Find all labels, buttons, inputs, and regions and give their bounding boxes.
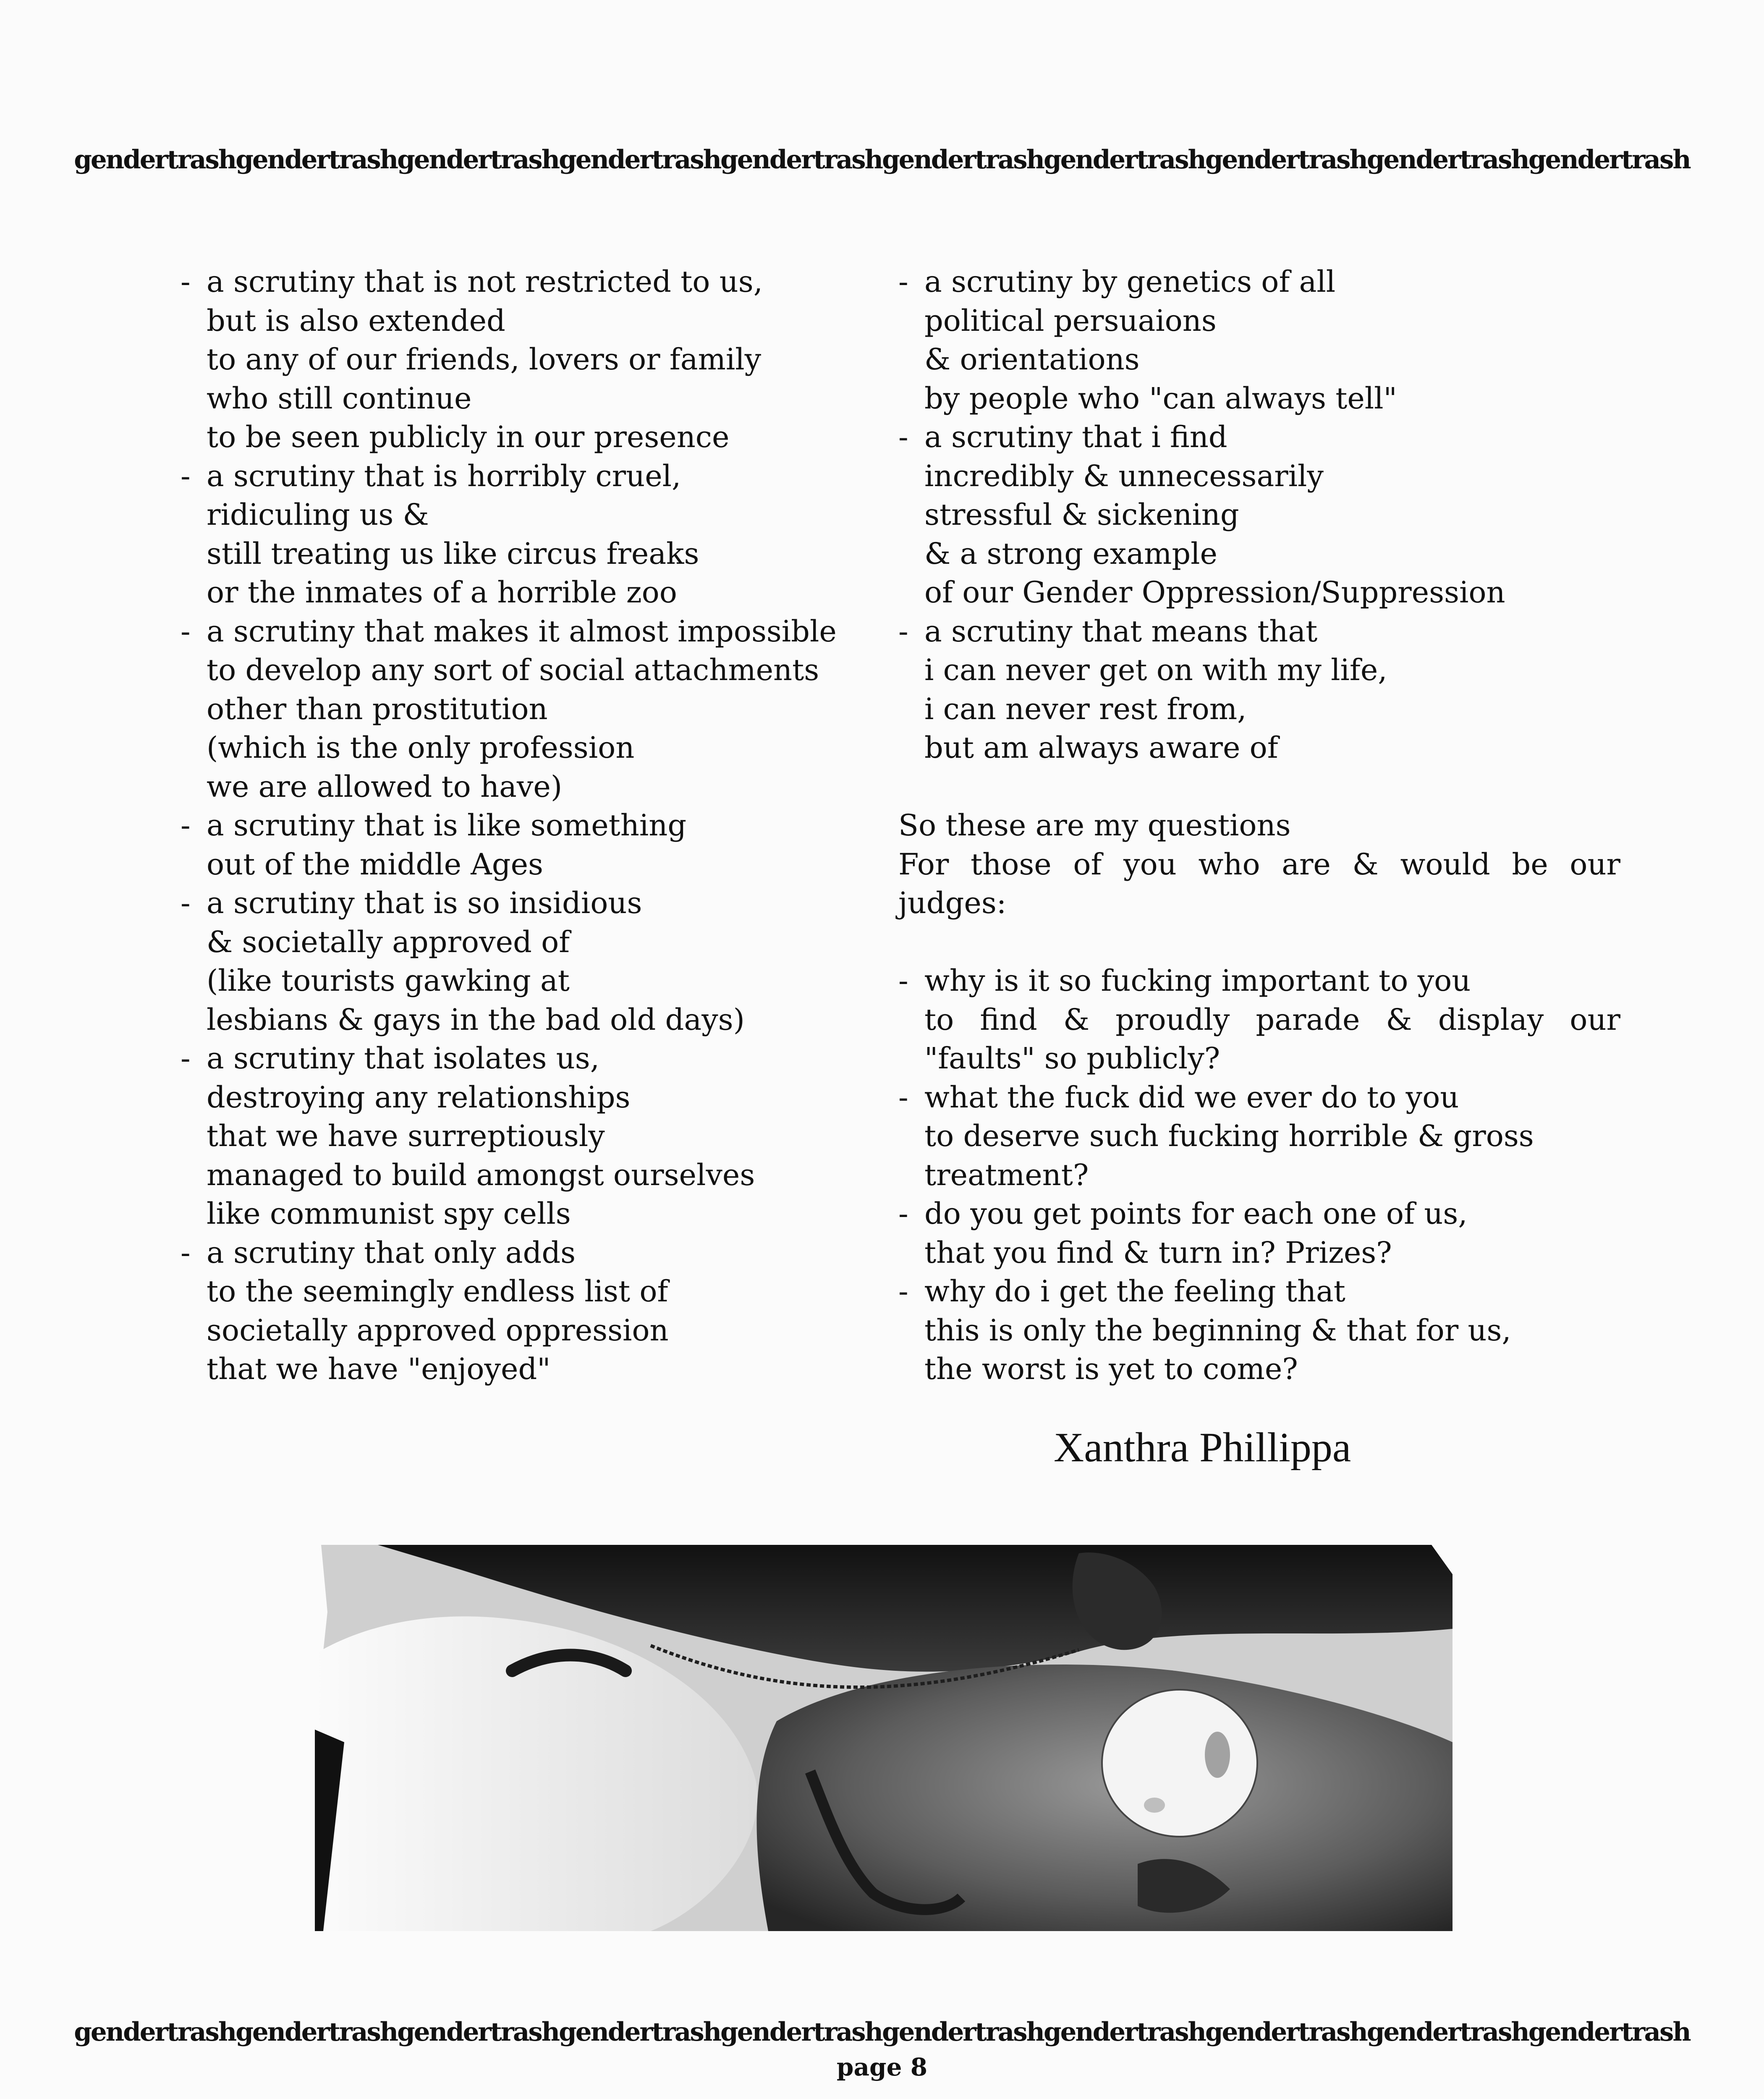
- poem-line-text: a scrutiny that is not restricted to us,: [207, 264, 763, 299]
- poem-continuation-line: who still continue: [207, 381, 472, 416]
- poem-line-text: a scrutiny that only adds: [207, 1235, 576, 1270]
- poem-continuation-line: still treating us like circus freaks: [207, 536, 699, 571]
- bullet-dash: -: [898, 1274, 908, 1309]
- poem-continuation-line: to develop any sort of social attachments: [207, 653, 819, 687]
- bullet-dash: -: [181, 1041, 191, 1076]
- poem-continuation-line: i can never get on with my life,: [924, 653, 1387, 687]
- poem-continuation-line: out of the middle Ages: [207, 847, 543, 882]
- bullet-dash: -: [181, 264, 191, 299]
- poem-bullet-line: [898, 961, 1620, 1000]
- poem-bullet-line: [181, 262, 928, 301]
- page-number: page 8: [836, 2053, 928, 2081]
- poem-line-text: a scrutiny that means that: [924, 614, 1318, 649]
- bullet-dash: -: [898, 264, 908, 299]
- poem-continuation-line: but am always aware of: [924, 730, 1278, 765]
- poem-continuation-line: & orientations: [924, 342, 1140, 377]
- poem-bullet-line: [181, 612, 928, 651]
- poem-bullet-line: [898, 1272, 1620, 1311]
- poem-continuation-line: to find & proudly parade & display our: [924, 1002, 1620, 1037]
- bullet-dash: -: [181, 886, 191, 920]
- poem-line-text: a scrutiny that is like something: [207, 808, 687, 843]
- stanza-spacer: [898, 923, 1620, 962]
- bullet-dash: -: [181, 458, 191, 493]
- poem-continuation-line: to deserve such fucking horrible & gross: [924, 1119, 1534, 1153]
- poem-continuation-line: this is only the beginning & that for us,: [924, 1313, 1511, 1348]
- bullet-dash: -: [898, 1080, 908, 1115]
- poem-continuation-line: (like tourists gawking at: [207, 963, 570, 998]
- bullet-dash: -: [181, 808, 191, 843]
- poem-bullet-line: [181, 1233, 928, 1272]
- author-signature: Xanthra Phillippa: [1054, 1424, 1351, 1471]
- bullet-dash: -: [898, 1196, 908, 1231]
- poem-continuation-line: societally approved oppression: [207, 1313, 669, 1348]
- poem-continuation-line: that you find & turn in? Prizes?: [924, 1235, 1392, 1270]
- poem-continuation-line: (which is the only profession: [207, 730, 635, 765]
- bullet-dash: -: [898, 420, 908, 454]
- poem-continuation-line: of our Gender Oppression/Suppression: [924, 575, 1505, 610]
- poem-plain-line: So these are my questions: [898, 808, 1291, 843]
- poem-continuation-line: other than prostitution: [207, 691, 548, 726]
- poem-line-text: why is it so fucking important to you: [924, 963, 1471, 998]
- poem-bullet-line: [898, 262, 1620, 301]
- poem-continuation-line: like communist spy cells: [207, 1196, 571, 1231]
- poem-continuation-line: ridiculing us &: [207, 497, 429, 532]
- poem-continuation-line: to any of our friends, lovers or family: [207, 342, 762, 377]
- poem-bullet-line: [898, 1078, 1620, 1117]
- poem-bullet-line: [898, 612, 1620, 651]
- poem-left-column: [181, 262, 928, 1389]
- poem-continuation-line: or the inmates of a horrible zoo: [207, 575, 677, 610]
- poem-continuation-line: to be seen publicly in our presence: [207, 420, 730, 454]
- poem-continuation-line: the worst is yet to come?: [924, 1352, 1298, 1386]
- poem-line-text: a scrutiny by genetics of all: [924, 264, 1336, 299]
- poem-line-text: do you get points for each one of us,: [924, 1196, 1468, 1231]
- bullet-dash: -: [898, 614, 908, 649]
- poem-bullet-line: [181, 457, 928, 496]
- poem-continuation-line: stressful & sickening: [924, 497, 1239, 532]
- poem-continuation-line: political persuaions: [924, 303, 1217, 338]
- bullet-dash: -: [181, 614, 191, 649]
- bullet-dash: -: [181, 1235, 191, 1270]
- poem-continuation-line: to the seemingly endless list of: [207, 1274, 668, 1309]
- poem-bullet-line: [181, 806, 928, 845]
- poem-continuation-line: i can never rest from,: [924, 691, 1247, 726]
- photo-face-sticker: [315, 1545, 1453, 1931]
- poem-continuation-line: that we have surreptiously: [207, 1119, 605, 1153]
- header-banner: gendertrashgendertrashgendertrashgendertrashgendertrashgendertrashgendertrashgendertrashgendertrashgendertrash: [74, 145, 1690, 175]
- poem-bullet-line: [898, 418, 1620, 457]
- footer-banner: gendertrashgendertrashgendertrashgendertrashgendertrashgendertrashgendertrashgendertrashgendertrashgendertrash: [74, 2017, 1690, 2047]
- poem-line-text: a scrutiny that isolates us,: [207, 1041, 599, 1076]
- poem-line-text: a scrutiny that is so insidious: [207, 886, 642, 920]
- poem-bullet-line: [181, 1039, 928, 1078]
- poem-right-column: [898, 262, 1620, 1389]
- poem-continuation-line: & a strong example: [924, 536, 1217, 571]
- poem-continuation-line: destroying any relationships: [207, 1080, 631, 1115]
- poem-plain-line: judges:: [898, 886, 1007, 920]
- poem-plain-line: For those of you who are & would be our: [898, 847, 1620, 882]
- poem-line-text: a scrutiny that i find: [924, 420, 1227, 454]
- poem-continuation-line: we are allowed to have): [207, 769, 563, 804]
- poem-continuation-line: & societally approved of: [207, 924, 570, 959]
- poem-continuation-line: "faults" so publicly?: [924, 1041, 1220, 1076]
- poem-line-text: a scrutiny that makes it almost impossible: [207, 614, 837, 649]
- poem-line-text: a scrutiny that is horribly cruel,: [207, 458, 681, 493]
- poem-bullet-line: [181, 884, 928, 923]
- bullet-dash: -: [898, 963, 908, 998]
- poem-continuation-line: that we have "enjoyed": [207, 1352, 551, 1386]
- poem-line-text: what the fuck did we ever do to you: [924, 1080, 1459, 1115]
- poem-continuation-line: treatment?: [924, 1157, 1089, 1192]
- poem-continuation-line: managed to build amongst ourselves: [207, 1157, 755, 1192]
- poem-continuation-line: by people who "can always tell": [924, 381, 1397, 416]
- poem-line-text: why do i get the feeling that: [924, 1274, 1345, 1309]
- stanza-spacer: [898, 767, 1620, 806]
- poem-continuation-line: incredibly & unnecessarily: [924, 458, 1324, 493]
- poem-bullet-line: [898, 1194, 1620, 1233]
- poem-continuation-line: but is also extended: [207, 303, 505, 338]
- poem-continuation-line: lesbians & gays in the bad old days): [207, 1002, 745, 1037]
